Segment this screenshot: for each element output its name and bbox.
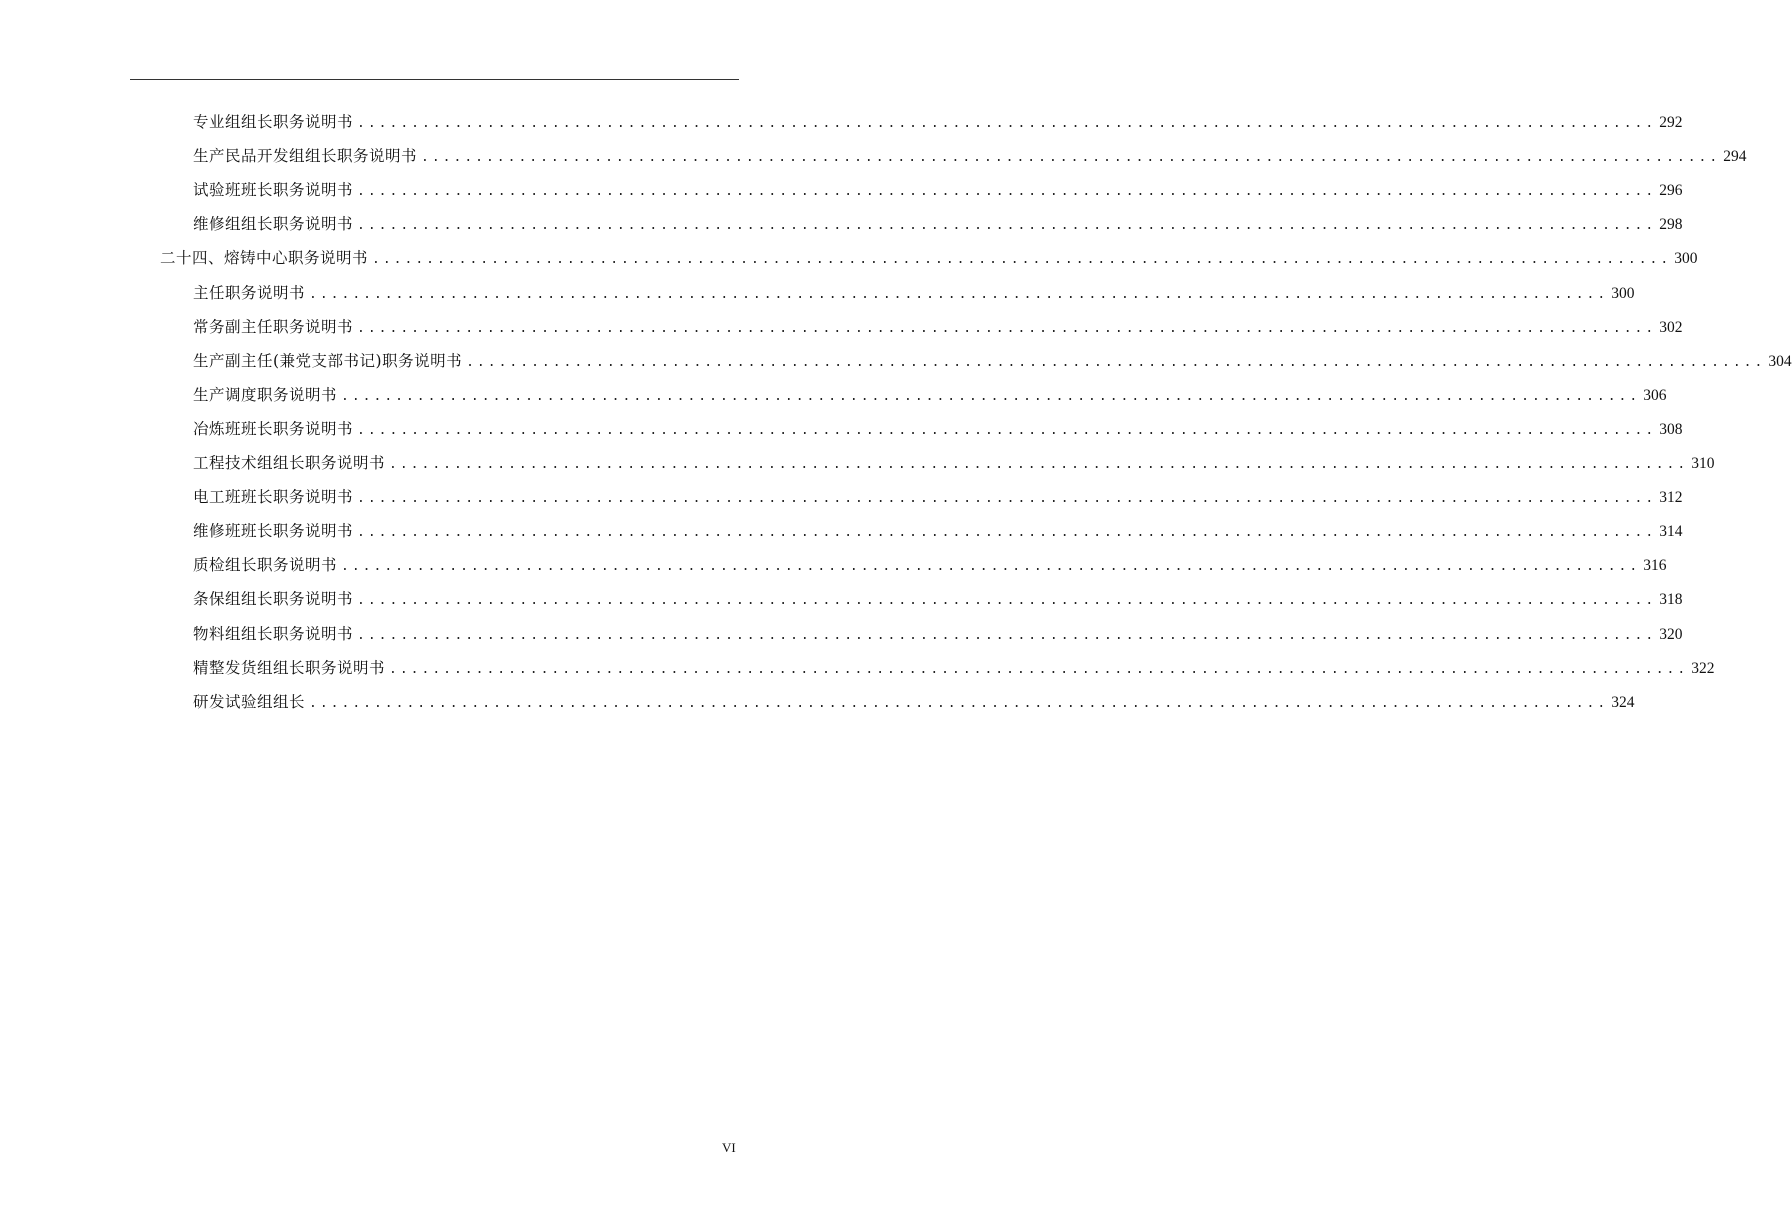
toc-entry[interactable]: [160, 245, 1698, 271]
toc-entry-page: 322: [1691, 659, 1715, 677]
toc-entry[interactable]: [193, 450, 1715, 476]
toc-entry-title: 生产民品开发组组长职务说明书: [193, 147, 418, 166]
toc-entry-title: 维修组组长职务说明书: [193, 215, 354, 234]
toc-entry[interactable]: [193, 655, 1715, 681]
toc-entry-page: 296: [1659, 182, 1683, 200]
toc-entry[interactable]: [193, 348, 1792, 374]
toc-dot-leader: ........................................................................................................................: [389, 661, 1689, 677]
toc-entry-title: 质检组长职务说明书: [193, 556, 338, 575]
toc-entry-title: 生产调度职务说明书: [193, 385, 338, 404]
toc-entry-title: 精整发货组组长职务说明书: [193, 658, 386, 677]
toc-entry-page: 300: [1674, 250, 1698, 268]
toc-entry-page: 320: [1659, 625, 1683, 643]
toc-entry[interactable]: [193, 552, 1667, 578]
toc-entry-page: 300: [1611, 284, 1635, 302]
toc-entry-page: 308: [1659, 420, 1683, 438]
toc-entry-title: 维修班班长职务说明书: [193, 522, 354, 541]
toc-entry[interactable]: [193, 416, 1683, 442]
toc-dot-leader: ........................................................................................................................: [309, 286, 1609, 302]
toc-dot-leader: ........................................................................................................................: [372, 252, 1672, 268]
toc-entry-page: 302: [1659, 318, 1683, 336]
toc-entry-page: 312: [1659, 489, 1683, 507]
toc-entry[interactable]: [193, 484, 1683, 510]
toc-dot-leader: ........................................................................................................................: [357, 593, 1657, 609]
toc-entry[interactable]: [193, 382, 1667, 408]
toc-dot-leader: ........................................................................................................................: [309, 695, 1609, 711]
toc-entry-title: 生产副主任(兼党支部书记)职务说明书: [193, 351, 463, 370]
toc-entry-title: 冶炼班班长职务说明书: [193, 419, 354, 438]
toc-entry-title: 试验班班长职务说明书: [193, 181, 354, 200]
toc-entry[interactable]: [193, 109, 1683, 135]
toc-entry-title: 条保组组长职务说明书: [193, 590, 354, 609]
toc-dot-leader: ........................................................................................................................: [341, 388, 1641, 404]
toc-entry[interactable]: [193, 621, 1683, 647]
toc-dot-leader: ........................................................................................................................: [357, 320, 1657, 336]
toc-dot-leader: ........................................................................................................................: [357, 184, 1657, 200]
toc-entry-title: 研发试验组组长: [193, 692, 306, 711]
toc-dot-leader: ........................................................................................................................: [389, 457, 1689, 472]
toc-dot-leader: ........................................................................................................................: [357, 422, 1657, 438]
toc-dot-leader: ........................................................................................................................: [357, 525, 1657, 541]
toc-entry-page: 298: [1659, 216, 1683, 234]
toc-dot-leader: ........................................................................................................................: [421, 150, 1721, 166]
toc-entry-page: 316: [1643, 557, 1667, 575]
toc-entry[interactable]: [193, 143, 1747, 169]
toc-entry[interactable]: [193, 177, 1683, 203]
page-number: VI: [722, 1140, 736, 1155]
toc-entry-page: 314: [1659, 523, 1683, 541]
toc-entry-title: 常务副主任职务说明书: [193, 317, 354, 336]
toc-entry-title: 工程技术组组长职务说明书: [193, 454, 386, 472]
toc-entry-title: 二十四、熔铸中心职务说明书: [160, 249, 369, 268]
toc-entry-title: 电工班班长职务说明书: [193, 488, 354, 507]
toc-entry-title: 物料组组长职务说明书: [193, 624, 354, 643]
toc-entry[interactable]: [193, 211, 1683, 237]
toc-entry[interactable]: [193, 280, 1635, 306]
toc-dot-leader: ........................................................................................................................: [357, 627, 1657, 643]
toc-entry-page: 324: [1611, 693, 1635, 711]
toc-dot-leader: ........................................................................................................................: [357, 116, 1657, 131]
toc-dot-leader: ........................................................................................................................: [466, 354, 1766, 370]
toc-entry-page: 292: [1659, 114, 1683, 131]
toc-dot-leader: ........................................................................................................................: [341, 559, 1641, 575]
toc-entry[interactable]: [193, 586, 1683, 612]
header-rule: [130, 79, 739, 80]
toc-entry[interactable]: [193, 689, 1635, 715]
toc-dot-leader: ........................................................................................................................: [357, 491, 1657, 507]
toc-entry-page: 310: [1691, 455, 1715, 472]
toc-dot-leader: ........................................................................................................................: [357, 218, 1657, 234]
toc-entry-page: 306: [1643, 386, 1667, 404]
toc-entry-title: 专业组组长职务说明书: [193, 113, 354, 131]
toc-entry[interactable]: [193, 314, 1683, 340]
toc-entry-page: 304: [1768, 352, 1792, 370]
toc-entry[interactable]: [193, 518, 1683, 544]
toc-entry-title: 主任职务说明书: [193, 283, 306, 302]
toc-entry-page: 294: [1723, 148, 1747, 166]
toc-entry-page: 318: [1659, 591, 1683, 609]
